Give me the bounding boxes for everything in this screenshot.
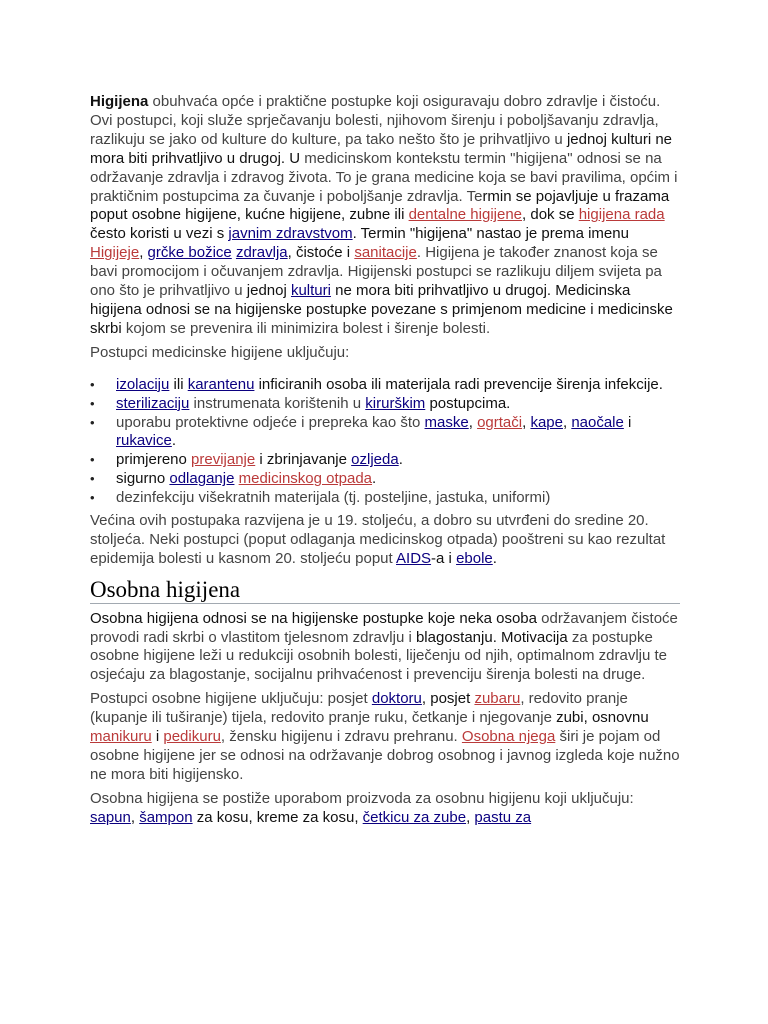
link-kirurskim[interactable]: kirurškim bbox=[365, 394, 426, 412]
text-run: , posjet bbox=[421, 690, 475, 708]
text-run: Osobna higijena se postiže uporabom proizvoda za osobnu higijenu koji uključuju: bbox=[90, 789, 634, 807]
osobna-paragraph-3 bbox=[90, 790, 680, 828]
link-sanitacije[interactable]: sanitacije bbox=[354, 244, 417, 262]
link-maske[interactable]: maske bbox=[424, 413, 469, 431]
text-run: , bbox=[562, 413, 572, 431]
text-run: često koristi u vezi s bbox=[90, 225, 229, 243]
list-item bbox=[90, 376, 680, 395]
text-run: . bbox=[372, 470, 377, 488]
text-run: rmin se pojavljuje u frazama poput osobne higijene, kućne higijene, zubne ili bbox=[90, 187, 670, 224]
text-run: sigurno bbox=[116, 470, 170, 488]
text-run: . bbox=[398, 451, 403, 469]
link-sapun[interactable]: sapun bbox=[90, 808, 131, 826]
text-run: , bbox=[466, 808, 475, 826]
text-run: Postupci osobne higijene uključuju: posjet bbox=[90, 690, 372, 708]
osobna-paragraph-1 bbox=[90, 610, 680, 686]
link-cetkicu-za-zube[interactable]: četkicu za zube bbox=[362, 808, 467, 826]
text-run: , dok se bbox=[522, 206, 579, 224]
text-run: dezinfekciju višekratnih materijala (tj. posteljine, jastuka, uniformi) bbox=[116, 489, 551, 507]
link-javnim-zdravstvom[interactable]: javnim zdravstvom bbox=[228, 225, 353, 243]
link-higijena-rada[interactable]: higijena rada bbox=[578, 206, 665, 224]
link-odlaganje[interactable]: odlaganje bbox=[169, 470, 235, 488]
link-zubaru[interactable]: zubaru bbox=[474, 690, 521, 708]
text-run: ili bbox=[169, 375, 188, 393]
text-run: i bbox=[623, 413, 632, 431]
link-aids[interactable]: AIDS bbox=[396, 549, 432, 567]
text-run: , redovito pranje (kupanje ili tuširanje) tijela, redovito pranje ruku, četkanje i njegovanje bbox=[90, 690, 628, 727]
text-run: zubi, osnovnu bbox=[556, 709, 649, 727]
text-run: kojom se prevenira ili minimizira bolest i širenje bolesti. bbox=[121, 319, 491, 337]
history-paragraph bbox=[90, 512, 680, 569]
link-medicinskog-otpada[interactable]: medicinskog otpada bbox=[238, 470, 373, 488]
link-ozljeda[interactable]: ozljeda bbox=[351, 451, 399, 469]
text-run: . bbox=[492, 549, 497, 567]
text-run: , žensku higijenu i zdravu prehranu. bbox=[220, 728, 462, 746]
text-run: ne mora biti prihvatljivo u drugoj. Medicinska higijena odnosi se na higijenske postupke povezane s primjenom medicine i medicinske skrbi bbox=[90, 282, 673, 337]
text-run: -a i bbox=[431, 549, 457, 567]
list-item bbox=[90, 395, 680, 414]
link-pastu-za[interactable]: pastu za bbox=[474, 808, 532, 826]
text-run: , bbox=[130, 808, 140, 826]
text-run: Osobna higijena odnosi se na higijenske postupke koje neka osoba bbox=[90, 609, 537, 627]
text-run: . bbox=[171, 432, 177, 450]
text-run: , bbox=[139, 244, 148, 262]
text-run: instrumenata korištenih u bbox=[189, 394, 366, 412]
link-manikuru[interactable]: manikuru bbox=[90, 728, 152, 746]
link-naocale[interactable]: naočale bbox=[571, 413, 624, 431]
text-run: , bbox=[468, 413, 478, 431]
link-ebole[interactable]: ebole bbox=[456, 549, 493, 567]
text-run: obuhvaća opće i praktične postupke koji osiguravaju dobro zdravlje i čistoću. Ovi postupci, koji služe sprječavanju bolesti, njihovom širenju i poboljšavanju zdravlja, razlikuju se jako od kulture do kulture, pa tako nešto što je prihvatljivo u bbox=[90, 93, 661, 148]
link-sampon[interactable]: šampon bbox=[139, 808, 193, 826]
link-karantenu[interactable]: karantenu bbox=[187, 375, 255, 393]
list-item bbox=[90, 414, 680, 452]
link-izolaciju[interactable]: izolaciju bbox=[116, 375, 170, 393]
list-item bbox=[90, 470, 680, 489]
medical-hygiene-list bbox=[90, 376, 680, 508]
text-run: uporabu protektivne odjeće i prepreka kao što bbox=[116, 413, 425, 431]
link-kulturi[interactable]: kulturi bbox=[290, 282, 331, 300]
text-run: jednoj kulturi ne mora biti prihvatljivo u drugoj. U bbox=[90, 130, 673, 167]
link-pedikuru[interactable]: pedikuru bbox=[163, 728, 221, 746]
text-run: . Higijena je također znanost koja se bavi promocijom i očuvanjem zdravlja. Higijenski postupci se razlikuju diljem svijeta pa ono što je prihvatljivo u bbox=[90, 244, 662, 300]
link-grcke-bozice[interactable]: grčke božice bbox=[147, 244, 232, 262]
link-sterilizaciju[interactable]: sterilizaciju bbox=[116, 394, 190, 412]
article-body bbox=[90, 93, 680, 833]
link-doktoru[interactable]: doktoru bbox=[371, 690, 422, 708]
text-run: širi je pojam od osobne higijene jer se odnosi na održavanje dobrog osobnog i javnog izgleda koje nužno ne mora biti higijensko. bbox=[90, 728, 680, 783]
link-ogrtaci[interactable]: ogrtači bbox=[477, 413, 523, 431]
link-dentalne-higijene[interactable]: dentalne higijene bbox=[408, 206, 523, 224]
link-osobna-njega[interactable]: Osobna njega bbox=[461, 728, 556, 746]
text-run: , čistoće i bbox=[287, 244, 355, 262]
text-run: blagostanju. Motivacija bbox=[415, 628, 568, 646]
osobna-paragraph-2 bbox=[90, 690, 680, 785]
list-item bbox=[90, 451, 680, 470]
link-rukavice[interactable]: rukavice bbox=[116, 432, 172, 450]
link-zdravlja[interactable]: zdravlja bbox=[235, 244, 288, 262]
text-run: jednoj bbox=[246, 282, 291, 300]
text-run: Većina ovih postupaka razvijena je u 19. stoljeću, a dobro su utvrđeni do sredine 20. stoljeća. Neki postupci (poput odlaganja medicinskog otpada) pooštreni su kao rezultat epidemija bolesti u kasnom 20. stoljeću poput bbox=[90, 512, 666, 567]
text-run: . Termin "higijena" nastao je prema imenu bbox=[352, 225, 629, 243]
text-run: i bbox=[151, 728, 164, 746]
section-heading-osobna-higijena: Osobna higijena bbox=[90, 581, 680, 604]
text-run: i zbrinjavanje bbox=[255, 451, 352, 469]
link-higijeje[interactable]: Higijeje bbox=[90, 244, 140, 262]
list-item bbox=[90, 489, 680, 508]
text-run: , bbox=[522, 413, 531, 431]
bold-term: Higijena bbox=[90, 93, 149, 110]
intro-paragraph bbox=[90, 93, 680, 339]
link-kape[interactable]: kape bbox=[530, 413, 563, 431]
text-run: održavanjem čistoće provodi radi skrbi o vlastitom tjelesnom zdravlju i bbox=[90, 609, 678, 646]
text-run: za kosu, kreme za kosu, bbox=[192, 808, 363, 826]
text-run: inficiranih osoba ili materijala radi prevencije širenja infekcije. bbox=[254, 375, 663, 393]
text-run: medicinskom kontekstu termin "higijena" odnosi se na održavanje zdravlja i zdravog života. To je grana medicine koja se bavi pravilima, općim i praktičnim postupcima za čuvanje i poboljšanje zdravlja. Te bbox=[90, 149, 678, 205]
text-run: postupcima. bbox=[425, 394, 511, 412]
medical-hygiene-intro: Postupci medicinske higijene uključuju: bbox=[90, 343, 350, 361]
text-run: primjereno bbox=[116, 451, 192, 469]
text-run: za postupke osobne higijene leži u redukciji osobnih bolesti, liječenju od njih, optimalnom zdravlju te osjećaju za blagostanje, socijalnu prihvaćenost i prevenciju širenja bolesti na druge. bbox=[90, 628, 668, 684]
link-previjanje[interactable]: previjanje bbox=[191, 451, 256, 469]
